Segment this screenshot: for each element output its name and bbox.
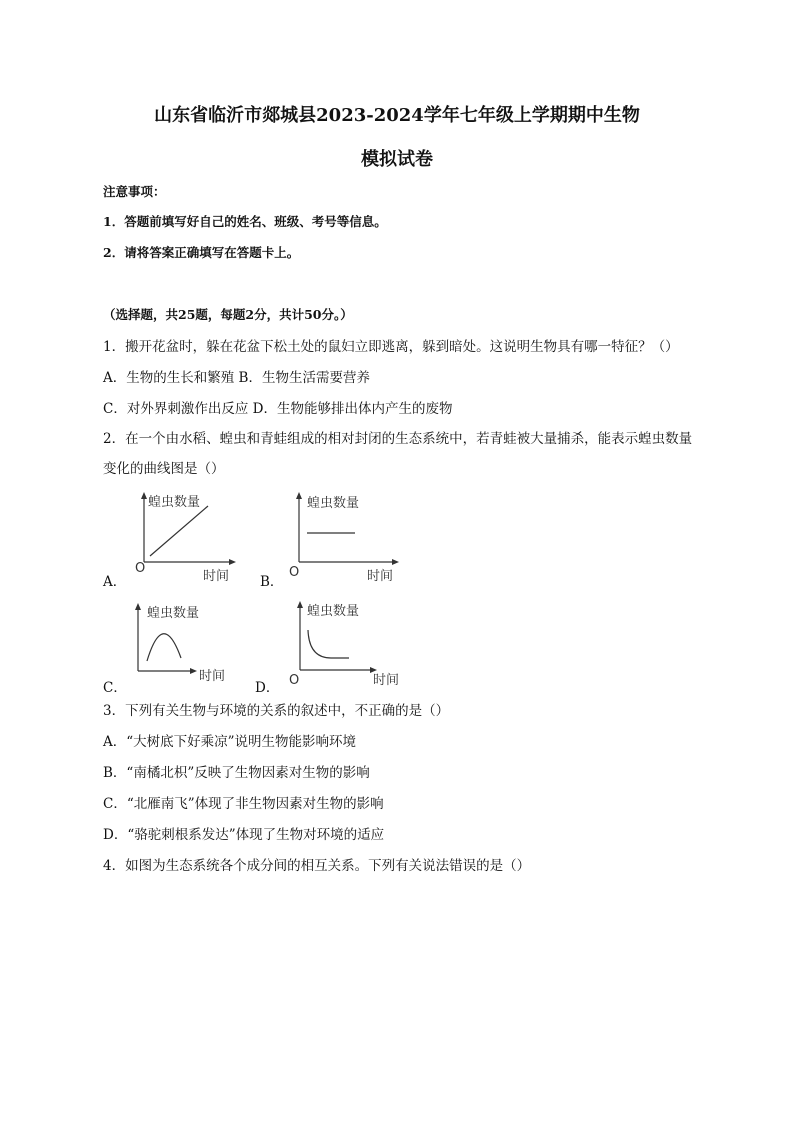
option-b-label: B． [260, 574, 284, 590]
notice-heading: 注意事项： [103, 184, 166, 199]
chart-a-ylabel: 蝗虫数量 [148, 495, 201, 510]
chart-d-ylabel: 蝗虫数量 [307, 604, 360, 619]
chart-option-d [285, 600, 407, 692]
question-3-option-d: D．“骆驼刺根系发达”体现了生物对环境的适应 [103, 827, 385, 843]
exam-title-line2: 模拟试卷 [361, 149, 433, 170]
question-3-option-b: B．“南橘北枳”反映了生物因素对生物的影响 [103, 765, 370, 781]
chart-b-origin: O [289, 565, 300, 580]
chart-b-x-arrow [392, 559, 399, 565]
chart-c-x-arrow [190, 668, 197, 674]
chart-d-xlabel: 时间 [373, 673, 400, 688]
question-3-option-c: C．“北雁南飞”体现了非生物因素对生物的影响 [103, 796, 384, 812]
chart-d-curve [308, 630, 349, 658]
chart-option-b [285, 490, 405, 585]
question-3-stem: 3．下列有关生物与环境的关系的叙述中，不正确的是（） [103, 703, 450, 719]
question-1-options-ab: A．生物的生长和繁殖 B．生物生活需要营养 [103, 370, 370, 386]
question-1-stem: 1．搬开花盆时，躲在花盆下松土处的鼠妇立即逃离，躲到暗处。这说明生物具有哪一特征？（） [103, 339, 679, 355]
question-1-options-cd: C．对外界刺激作出反应 D．生物能够排出体内产生的废物 [103, 401, 453, 417]
notice-item-1: 1．答题前填写好自己的姓名、班级、考号等信息。 [103, 214, 387, 229]
chart-a-y-arrow [141, 492, 147, 499]
chart-c-y-arrow [135, 603, 141, 610]
option-c-label: C． [103, 680, 127, 696]
chart-a-curve [150, 506, 208, 556]
section-header: （选择题，共25题，每题2分，共计50分。） [103, 307, 353, 322]
notice-item-2: 2．请将答案正确填写在答题卡上。 [103, 245, 300, 260]
chart-a-xlabel: 时间 [203, 569, 230, 584]
chart-b-ylabel: 蝗虫数量 [307, 496, 360, 511]
chart-d-y-arrow [297, 601, 303, 608]
chart-b-xlabel: 时间 [367, 569, 394, 584]
chart-option-a [130, 490, 240, 585]
chart-option-c [125, 600, 240, 690]
question-3-option-a: A．“大树底下好乘凉”说明生物能影响环境 [103, 734, 357, 750]
chart-c-xlabel: 时间 [199, 669, 226, 684]
chart-a-origin: O [135, 561, 146, 576]
option-a-label: A． [103, 574, 127, 590]
question-2-stem: 2．在一个由水稻、蝗虫和青蛙组成的相对封闭的生态系统中，若青蛙被大量捕杀，能表示蝗虫数量变化的曲线图是（） [103, 431, 693, 477]
chart-c-curve [147, 634, 181, 661]
chart-b-y-arrow [296, 492, 302, 499]
question-4-stem: 4．如图为生态系统各个成分间的相互关系。下列有关说法错误的是（） [103, 858, 531, 874]
option-d-label: D． [255, 680, 280, 696]
chart-d-origin: O [289, 673, 300, 688]
chart-c-ylabel: 蝗虫数量 [147, 606, 200, 621]
chart-a-x-arrow [229, 559, 236, 565]
exam-title-line1: 山东省临沂市郯城县2023-2024学年七年级上学期期中生物 [154, 105, 640, 126]
